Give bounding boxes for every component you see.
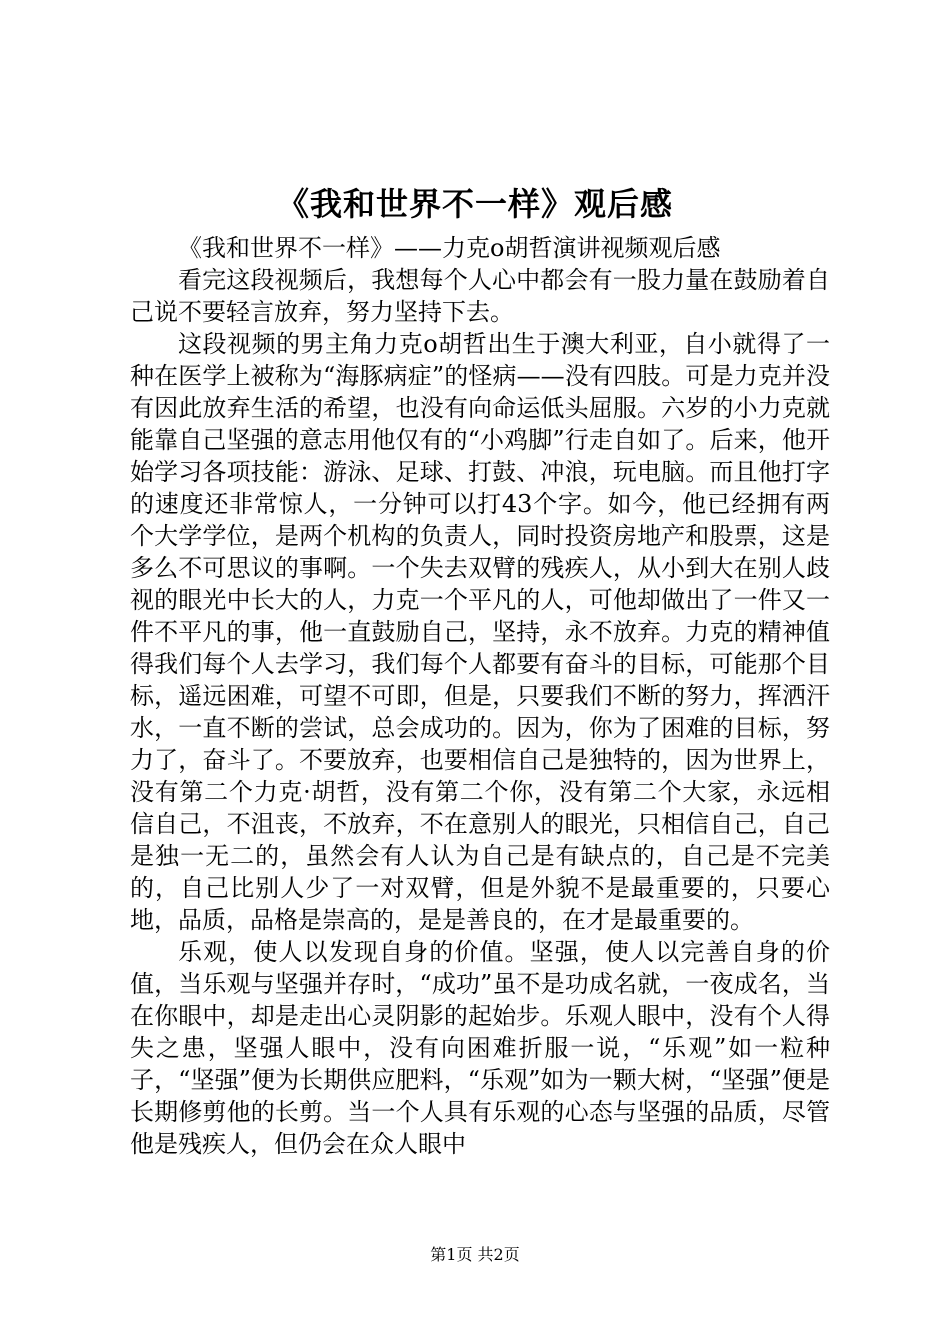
document-title: 《我和世界不一样》观后感 [276,185,673,223]
paragraph-2: 这段视频的男主角力克o胡哲出生于澳大利亚，自小就得了一种在医学上被称为“海豚病症”的怪病——没有四肢。可是力克并没有因此放弃生活的希望，也没有向命运低头屈服。六岁的小力克就能靠自己坚强的意志用他仅有的“小鸡脚”行走自如了。后来，他开始学习各项技能：游泳、足球、打鼓、冲浪，玩电脑。而且他打字的速度还非常惊人，一分钟可以打43个字。如今，他已经拥有两个大学学位，是两个机构的负责人，同时投资房地产和股票，这是多么不可思议的事啊。一个失去双臂的残疾人，从小到大在别人歧视的眼光中长大的人，力克一个平凡的人，可他却做出了一件又一件不平凡的事，他一直鼓励自己，坚持，永不放弃。力克的精神值得我们每个人去学习，我们每个人都要有奋斗的目标，可能那个目标，遥远困难，可望不可即，但是，只要我们不断的努力，挥洒汗水，一直不断的尝试，总会成功的。因为，你为了困难的目标，努力了，奋斗了。不要放弃，也要相信自己是独特的，因为世界上，没有第二个力克·胡哲，没有第二个你，没有第二个大家，永远相信自己，不沮丧，不放弃，不在意别人的眼光，只相信自己，自己是独一无二的，虽然会有人认为自己是有缺点的，自己是不完美的，自己比别人少了一对双臂，但是外貌不是最重要的，只要心地，品质，品格是崇高的，是是善良的，在才是最重要的。 [130,330,830,934]
page-footer: 第1页 共2页 [430,1245,520,1264]
paragraph-1: 看完这段视频后，我想每个人心中都会有一股力量在鼓励着自己说不要轻言放弃，努力坚持下去。 [130,266,830,326]
document-body [130,232,830,1160]
paragraph-subtitle: 《我和世界不一样》——力克o胡哲演讲视频观后感 [178,234,721,262]
paragraph-3: 乐观，使人以发现自身的价值。坚强，使人以完善自身的价值，当乐观与坚强并存时，“成功”虽不是功成名就，一夜成名，当在你眼中，却是走出心灵阴影的起始步。乐观人眼中，没有个人得失之患，坚强人眼中，没有向困难折服一说，“乐观”如一粒种子，“坚强”便为长期供应肥料，“乐观”如为一颗大树，“坚强”便是长期修剪他的长剪。当一个人具有乐观的心态与坚强的品质，尽管他是残疾人，但仍会在众人眼中 [130,938,830,1158]
